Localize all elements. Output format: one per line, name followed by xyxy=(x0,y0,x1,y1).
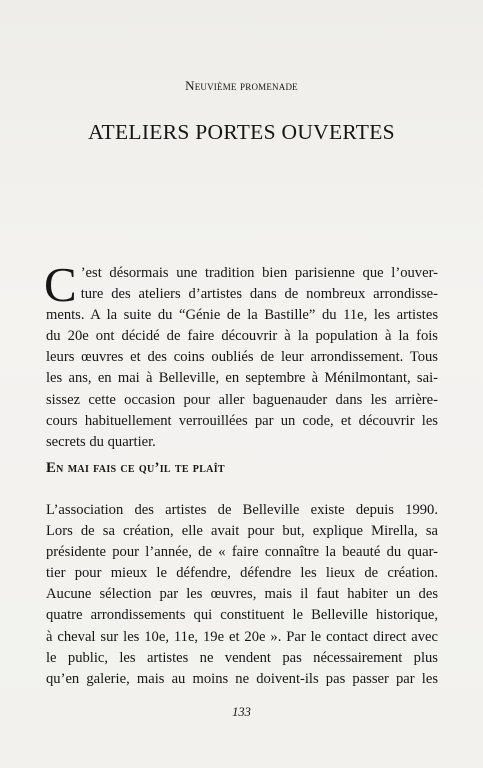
section-heading: En mai fais ce qu’il te plaît xyxy=(46,460,225,476)
text-line: leurs œuvres et des coins oubliés de leur arrondissement. Tous xyxy=(46,349,438,366)
text-line: présidente pour l’année, de « faire connaître la beauté du quar- xyxy=(46,544,438,561)
chapter-title: ATELIERS PORTES OUVERTES xyxy=(88,120,395,144)
drop-cap: C xyxy=(44,257,77,312)
text-line: cours habituellement verrouillées par un code, et découvrir les xyxy=(46,412,438,429)
text-line: sissez cette occasion pour aller baguenauder dans les arrière- xyxy=(46,391,438,408)
running-head: Neuvième promenade xyxy=(185,78,298,93)
text-line: ’est désormais une tradition bien parisienne que l’ouver- xyxy=(80,265,438,281)
text-line: à cheval sur les 10e, 11e, 19e et 20e ». Par le contact direct avec xyxy=(46,628,438,645)
text-line: L’association des artistes de Belleville existe depuis 1990. xyxy=(46,502,438,518)
text-line: qu’en galerie, mais au moins ne doivent-ils pas passer par les xyxy=(46,670,438,687)
text-line: Lors de sa création, elle avait pour but, explique Mirella, sa xyxy=(46,523,438,540)
text-line: ture des ateliers d’artistes dans de nombreux arrondisse- xyxy=(80,286,438,303)
text-line: les ans, en mai à Belleville, en septembre à Ménilmontant, sai- xyxy=(46,370,438,387)
body-paragraph xyxy=(46,500,438,690)
text-line: quatre arrondissements qui constituent le Belleville historique, xyxy=(46,607,438,624)
text-line: Aucune sélection par les œuvres, mais il faut habiter un des xyxy=(46,586,438,603)
text-line: tier pour mieux le défendre, défendre les lieux de création. xyxy=(46,565,438,582)
intro-paragraph xyxy=(44,257,438,453)
text-line: du 20e ont décidé de faire découvrir à la population à la fois xyxy=(46,328,438,345)
text-line: secrets du quartier. xyxy=(46,433,156,450)
text-line: ments. A la suite du “Génie de la Bastille” du 11e, les artistes xyxy=(46,307,438,324)
page-number: 133 xyxy=(232,705,251,719)
text-line: le public, les artistes ne vendent pas nécessairement plus xyxy=(46,649,438,666)
